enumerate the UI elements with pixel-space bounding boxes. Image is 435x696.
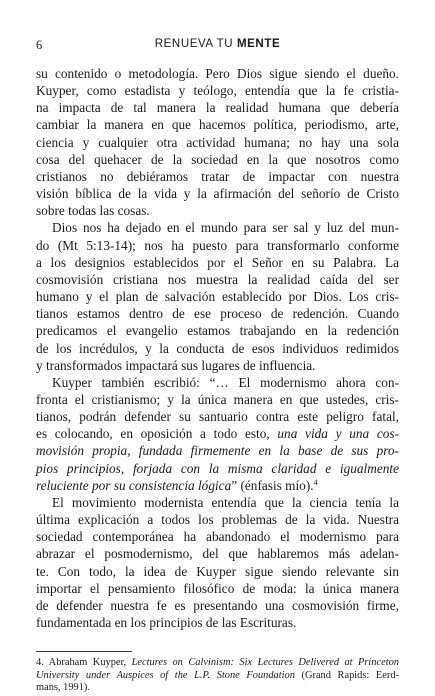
emphasis-run: una vida y una cos- bbox=[277, 426, 399, 442]
paragraph-3-quote bbox=[36, 374, 399, 494]
text-line: tianos, podrán defender su santuario contra este peligro fatal, bbox=[36, 409, 399, 425]
page-header bbox=[36, 38, 399, 54]
footnote-line bbox=[36, 670, 399, 683]
text-line: tianos estamos dentro de ese proceso de redención. Cuando bbox=[36, 306, 399, 322]
text-line: do (Mt 5:13-14); nos ha puesto para transformarlo conforme bbox=[36, 237, 399, 253]
text-line: importar el pensamiento filosófico de moda: la única manera bbox=[36, 580, 399, 596]
text-line: cristianos no debiéramos tratar de impactar con nuestra bbox=[36, 168, 399, 184]
text-line: El movimiento modernista entendía que la ciencia tenía la bbox=[52, 494, 399, 510]
text-line: fundamentada en los principios de las Escrituras. bbox=[36, 615, 297, 630]
text-line: humano y el plan de salvación establecido por Dios. Los cris- bbox=[36, 289, 399, 305]
paragraph-4 bbox=[36, 494, 399, 631]
footnote-line: mans, 1991). bbox=[36, 682, 90, 694]
text-line: sociedad contemporánea ha abandonado el modernismo para bbox=[36, 529, 399, 545]
text-line: Kuyper, como estadista y teólogo, entendía que la fe cristia- bbox=[36, 83, 399, 99]
running-head-bold: MENTE bbox=[236, 38, 281, 50]
footnote-divider bbox=[36, 651, 132, 652]
text-run: (Grand Rapids: Eerd- bbox=[294, 669, 399, 681]
text-line bbox=[36, 442, 399, 459]
text-line: Kuyper también escribió: “… El modernismo ahora con- bbox=[52, 374, 399, 390]
text-run: 4. Abraham Kuyper, bbox=[36, 657, 132, 668]
text-line: ciencia y cualquier otra actividad humana; no hay una sola bbox=[36, 134, 399, 150]
text-line: na impacta de tal manera la realidad humana que debería bbox=[36, 100, 399, 116]
text-line: cosa del quehacer de la sociedad en la que nosotros como bbox=[36, 151, 399, 167]
text-line: predicamos el evangelio estamos trabajando en la redención bbox=[36, 323, 399, 339]
emphasis-run: University under Auspices of the L.P. Stone Foundation bbox=[36, 669, 295, 681]
text-line: su contenido o metodología. Pero Dios sigue siendo el dueño. bbox=[36, 66, 399, 81]
text-line: te. Con todo, la idea de Kuyper sigue siendo relevante sin bbox=[36, 563, 399, 579]
emphasis-run: reluciente por su consistencia lógica bbox=[36, 477, 232, 493]
running-head-prefix: RENUEVA TU bbox=[154, 38, 237, 50]
footnote bbox=[36, 657, 399, 695]
text-line: de defender nuestra fe es presentando una cosmovisión firme, bbox=[36, 597, 399, 613]
text-line: Dios nos ha dejado en el mundo para ser sal y luz del mun- bbox=[52, 220, 399, 236]
text-line: de los incrédulos, y la conducta de esos individuos redimidos bbox=[36, 340, 399, 356]
running-head bbox=[36, 38, 399, 50]
emphasis-run: Lectures on Calvinism: Six Lectures Delivered at Princeton bbox=[131, 657, 399, 668]
text-line: sobre todas las cosas. bbox=[36, 203, 150, 219]
text-line: a los designios establecidos por el Señor en su Palabra. La bbox=[36, 254, 399, 270]
body-text bbox=[36, 65, 399, 631]
page-number: 6 bbox=[36, 38, 43, 52]
paragraph-2 bbox=[36, 219, 399, 373]
emphasis-run: pios principios, forjada con la misma claridad e igualmente bbox=[36, 460, 399, 476]
footnote-reference[interactable]: 4 bbox=[313, 477, 318, 487]
text-line: fronta el cristianismo; y la única manera en que ustedes, cris- bbox=[36, 391, 399, 407]
text-line: abrazar el posmodernismo, del que hablaremos más adelan- bbox=[36, 546, 399, 562]
text-line: última explicación a todos los problemas de la vida. Nuestra bbox=[36, 512, 399, 528]
text-line bbox=[36, 477, 399, 494]
footnote-line bbox=[36, 657, 399, 670]
text-line bbox=[36, 425, 399, 442]
text-line: cambiar la manera en que hacemos política, periodismo, arte, bbox=[36, 117, 399, 133]
text-line: cosmovisión cristiana nos muestra la realidad caída del ser bbox=[36, 271, 399, 287]
text-line: visión bíblica de la vida y la afirmación del señorío de Cristo bbox=[36, 186, 399, 202]
text-line bbox=[36, 460, 399, 477]
text-run: ” (énfasis mío). bbox=[231, 477, 314, 493]
text-run: es colocando, en oposición a todo esto, bbox=[36, 426, 278, 442]
emphasis-run: movisión propia, fundada firmemente en la base de sus pro- bbox=[36, 443, 399, 459]
paragraph-1 bbox=[36, 65, 399, 219]
text-line: y transformados impactará sus lugares de influencia. bbox=[36, 357, 316, 373]
